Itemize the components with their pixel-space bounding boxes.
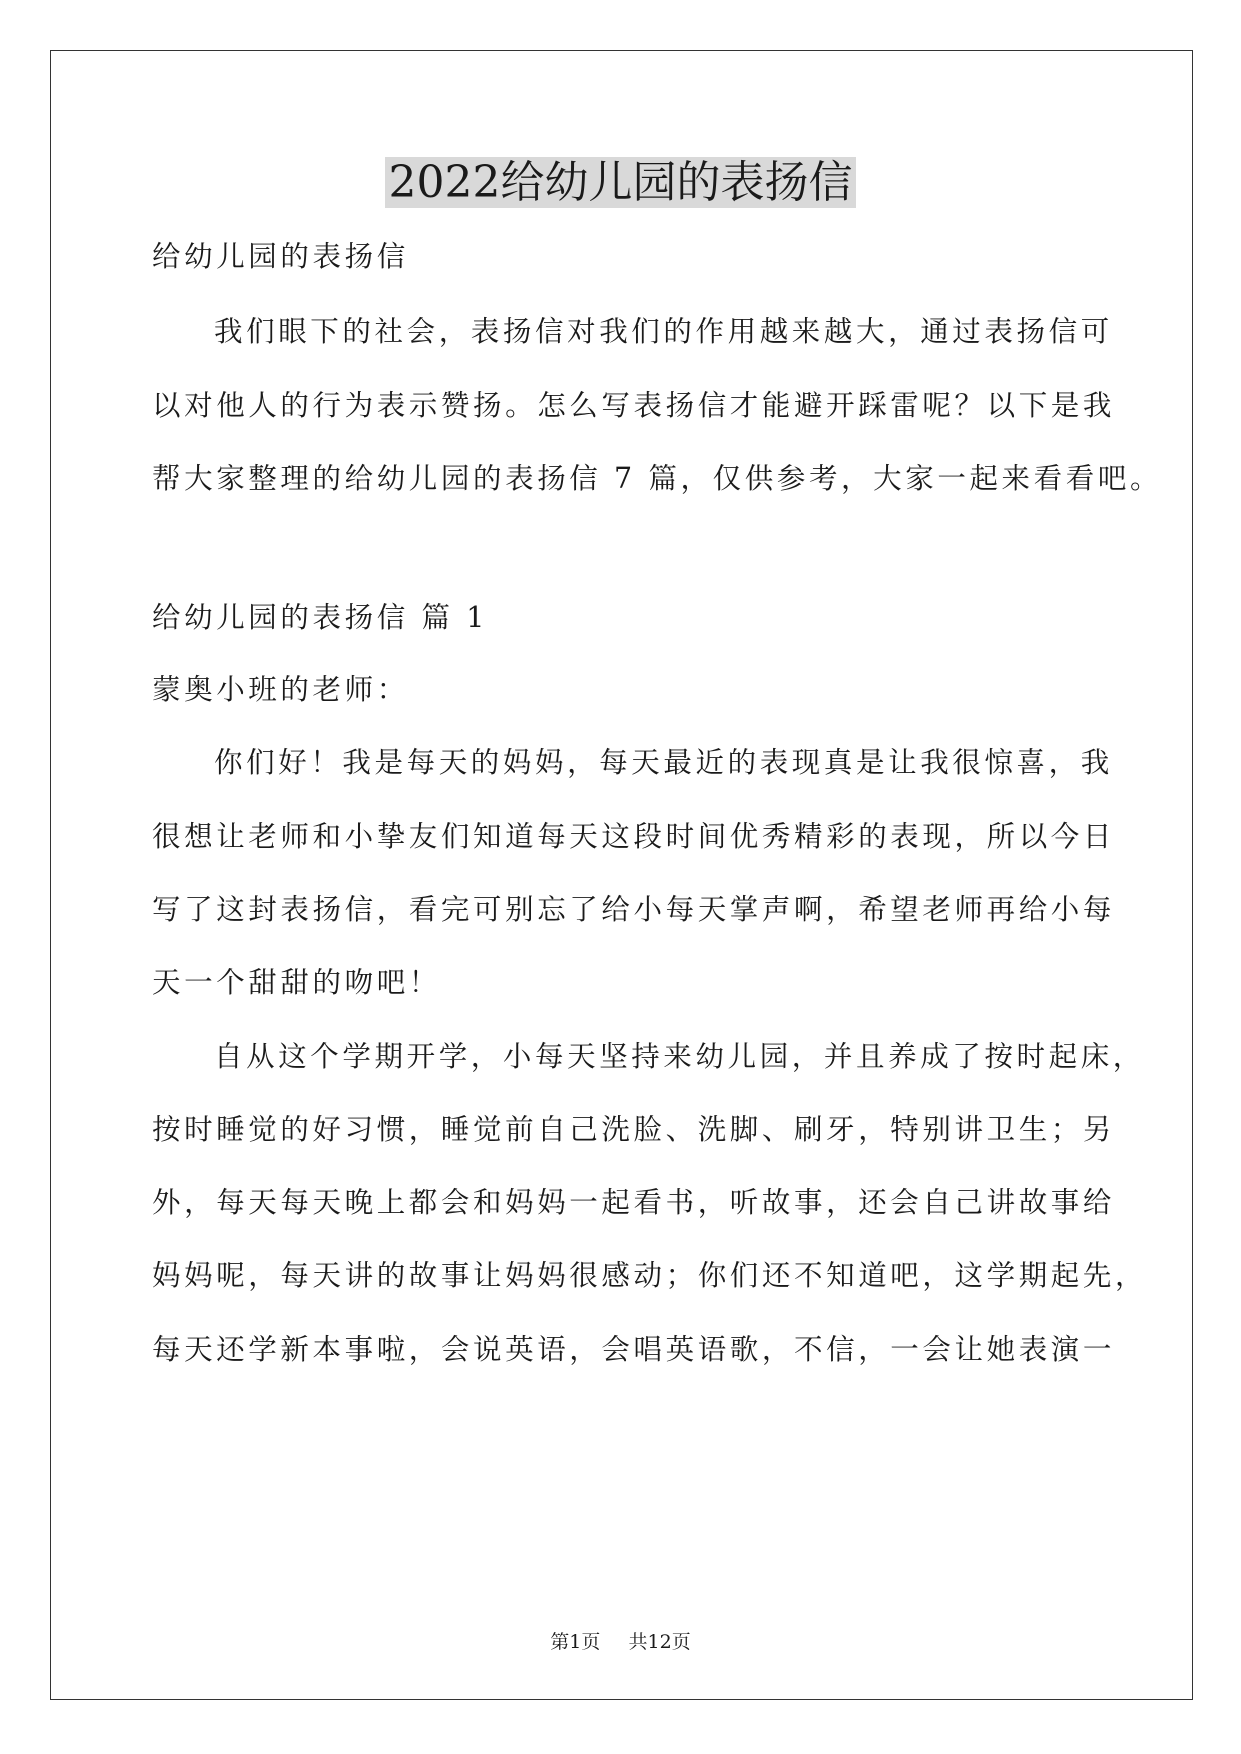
intro-line: 以对他人的行为表示赞扬。怎么写表扬信才能避开踩雷呢？以下是我	[152, 389, 1116, 422]
document-title-text: 2022给幼儿园的表扬信	[385, 157, 857, 208]
paragraph-line: 每天还学新本事啦，会说英语，会唱英语歌，不信，一会让她表演一	[152, 1333, 1116, 1366]
paragraph-line: 自从这个学期开学，小每天坚持来幼儿园，并且养成了按时起床，	[214, 1040, 1145, 1073]
paragraph-line: 你们好！我是每天的妈妈，每天最近的表现真是让我很惊喜，我	[214, 746, 1113, 779]
subtitle: 给幼儿园的表扬信	[152, 240, 409, 273]
page-total: 共12页	[628, 1631, 691, 1653]
salutation: 蒙奥小班的老师：	[152, 673, 409, 706]
intro-line: 我们眼下的社会，表扬信对我们的作用越来越大，通过表扬信可	[214, 315, 1113, 348]
paragraph-line: 写了这封表扬信，看完可别忘了给小每天掌声啊，希望老师再给小每	[152, 893, 1116, 926]
paragraph-line: 很想让老师和小挚友们知道每天这段时间优秀精彩的表现，所以今日	[152, 820, 1116, 853]
paragraph-line: 妈妈呢，每天讲的故事让妈妈很感动；你们还不知道吧，这学期起先，	[152, 1259, 1148, 1292]
page-footer	[0, 1630, 1241, 1654]
paragraph-line: 按时睡觉的好习惯，睡觉前自己洗脸、洗脚、刷牙，特别讲卫生；另	[152, 1113, 1116, 1146]
page-border	[50, 50, 1193, 1700]
document-title	[0, 153, 1241, 213]
intro-line: 帮大家整理的给幼儿园的表扬信 7 篇，仅供参考，大家一起来看看吧。	[152, 462, 1163, 495]
section-heading: 给幼儿园的表扬信 篇 1	[152, 601, 488, 634]
page-number: 第1页	[550, 1631, 601, 1653]
paragraph-line: 外，每天每天晚上都会和妈妈一起看书，听故事，还会自己讲故事给	[152, 1186, 1116, 1219]
paragraph-line: 天一个甜甜的吻吧！	[152, 966, 441, 999]
